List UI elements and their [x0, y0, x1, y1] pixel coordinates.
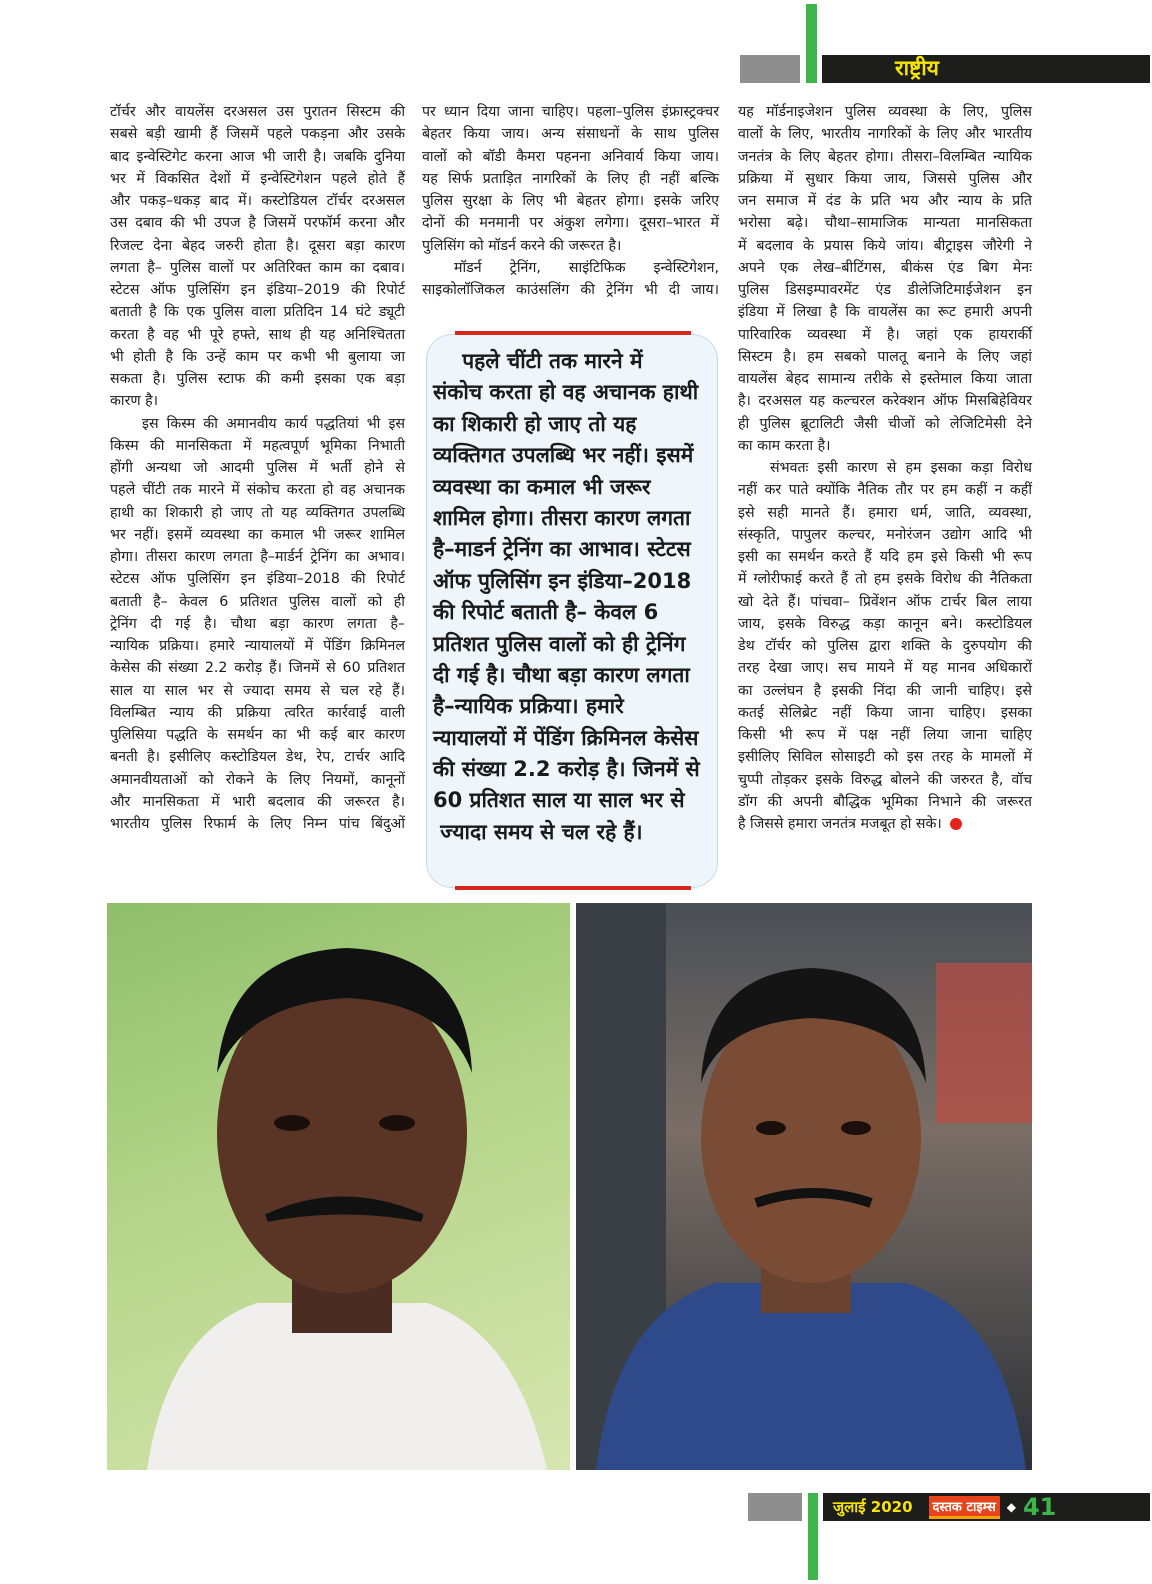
- article-text-line: [422, 101, 719, 123]
- article-text: पुलिसिया पद्धति के समर्थन का भी कई बार कारण: [110, 727, 405, 743]
- article-text: यह मॉर्डनाइजेशन पुलिस व्यवस्था के लिए, पुलिस: [738, 104, 1032, 120]
- article-text: रिजल्ट देना बेहद जरुरी होता है। दूसरा बड़ा कारण: [110, 237, 405, 254]
- article-text: वालों के लिए, भारतीय नागरिकों के लिए और भारतीय: [738, 126, 1032, 143]
- article-text: में ग्लोरीफाई करते हैं तो हम इसके विरोध की नैतिकता: [738, 571, 1032, 588]
- article-text-line: [110, 502, 405, 524]
- issue-date: जुलाई 2020: [833, 1498, 913, 1516]
- pull-quote-line: ज्यादा समय से चल रहे हैं।: [433, 819, 643, 844]
- pull-quote-line: है–न्यायिक प्रक्रिया। हमारे: [433, 694, 624, 719]
- article-text: पुलिस सुरक्षा के लिए भी बेहतर होगा। इसके जरिए: [422, 193, 719, 209]
- pull-quote-line: की संख्या 2.2 करोड़ है। जिनमें से: [433, 757, 700, 782]
- article-text-line: [738, 146, 1032, 168]
- pull-quote-line: 60 प्रतिशत साल या साल भर से: [433, 788, 685, 813]
- article-text-line: [738, 457, 1032, 479]
- footer-green-bar: [808, 1493, 818, 1580]
- article-text-line: [738, 479, 1032, 501]
- article-text-line: [422, 168, 719, 190]
- article-text: नहीं कर पाते क्योंकि नैतिक तौर पर हम कहीं न कहीं: [738, 482, 1032, 499]
- article-text: प्रक्रिया में सुधार किया जाय, जिससे पुलिस और: [738, 170, 1032, 187]
- article-text: सकता है। पुलिस स्टाफ की कमी इसका एक बड़ा: [110, 371, 405, 387]
- article-text-line: [738, 613, 1032, 635]
- pull-quote-line: शामिल होगा। तीसरा कारण लगता: [433, 505, 691, 530]
- article-text: जाय, इसके विरुद्ध कड़ा कानून बने। कस्टोडियल: [738, 615, 1032, 632]
- photo-right-man: [576, 903, 1032, 1470]
- article-text: अमानवीयताओं को रोकने के लिए नियमों, कानूनों: [110, 771, 405, 788]
- pull-quote-line: न्यायालयों में पेंडिंग क्रिमिनल केसेस: [433, 725, 699, 750]
- article-text-line: [110, 279, 405, 301]
- article-text-line: [738, 368, 1032, 390]
- article-text: बताती है– केवल 6 प्रतिशत पुलिस वालों को ही: [110, 593, 405, 610]
- article-text-line: [738, 190, 1032, 212]
- article-text: और पकड़–धकड़ बाद में। कस्टोडियल टॉर्चर दरअसल: [110, 193, 405, 209]
- article-text-line: [422, 123, 719, 145]
- article-text-line: [110, 613, 405, 635]
- article-text: होंगी अन्यथा जो आदमी पुलिस में भर्ती होने से: [110, 460, 405, 476]
- article-text: ही पुलिस ब्रूटालिटी जैसी चीजों को लेजिटिमेसी देने: [738, 415, 1032, 432]
- pull-quote-line: प्रतिशत पुलिस वालों को ही ट्रेनिंग: [433, 631, 686, 656]
- article-text: मॉडर्न ट्रेनिंग, साइंटिफिक इन्वेस्टिगेशन,: [454, 259, 719, 276]
- article-text: यह सिर्फ प्रताड़ित नागरिकों के लिए ही नहीं बल्कि: [422, 170, 719, 187]
- article-text-line: [738, 746, 1032, 768]
- article-text: करता है वह भी पूरे हफ्ते, साथ ही यह अनिश्चितता: [110, 326, 405, 343]
- photo-left-man: [107, 903, 570, 1470]
- pull-quote-line: है–माडर्न ट्रेनिंग का आभाव। स्टेटस: [433, 537, 691, 562]
- article-text-line: [110, 435, 405, 457]
- article-text: का काम करता है।: [738, 437, 831, 454]
- header-green-bar: [806, 4, 817, 83]
- pull-quote-line: दी गई है। चौथा बड़ा कारण लगता: [433, 662, 690, 687]
- article-column-2: [422, 101, 719, 301]
- article-text-line: [738, 101, 1032, 123]
- article-text-line: [110, 413, 405, 435]
- pull-quote-text: [433, 346, 708, 848]
- article-text-line: [422, 257, 719, 279]
- portrait-illustration-right: [576, 903, 1032, 1470]
- article-text-line: [110, 212, 405, 234]
- article-text: भी होती है कि उन्हें काम पर कभी भी बुलाया जा: [110, 348, 405, 365]
- article-text-line: [738, 657, 1032, 679]
- article-text: संस्कृति, पापुलर कल्चर, मनोरंजन उद्योग आदि भी: [738, 526, 1032, 543]
- article-text-line: [110, 568, 405, 590]
- article-text: बाद इन्वेस्टिगेट करना आज भी जारी है। जबकि दुनिया: [110, 148, 405, 165]
- article-text: टॉर्चर और वायलेंस दरअसल उस पुरातन सिस्टम की: [110, 104, 405, 120]
- article-text: भरोसा बढ़े। चौथा–सामाजिक मान्यता मानसिकता: [738, 215, 1032, 232]
- header-grey-block: [740, 55, 800, 83]
- footer-bar: [823, 1493, 1150, 1521]
- article-text-line: [422, 279, 719, 301]
- article-text-line: [738, 769, 1032, 791]
- article-text: सबसे बड़ी खामी हैं जिसमें पहले पकड़ना और उसके: [110, 126, 405, 143]
- article-text: भर में विकसित देशों में इन्वेस्टिगेशन पहले होते हैं: [110, 170, 405, 187]
- article-text: जनतंत्र के लिए बेहतर होगा। तीसरा–विलम्बित न्यायिक: [738, 148, 1032, 165]
- article-text-line: [110, 813, 405, 835]
- article-text-line: [110, 168, 405, 190]
- article-text-line: [738, 324, 1032, 346]
- article-text-line: [110, 546, 405, 568]
- article-text-line: [738, 168, 1032, 190]
- article-text-line: [110, 791, 405, 813]
- article-text: पुलिस डिसइम्पावरमेंट एंड डीलेजिटिमाईजेशन इन: [738, 282, 1032, 298]
- article-text: कारण है।: [110, 393, 159, 410]
- section-header-bar: [822, 55, 1150, 83]
- article-text: डॉग की अपनी बौद्धिक भूमिका निभाने की जरूरत: [738, 793, 1032, 810]
- article-text-line: [738, 279, 1032, 301]
- article-text: चुप्पी तोड़कर इसके विरुद्ध बोलने की जरुरत है, वॉच: [738, 771, 1032, 788]
- pull-quote-line: व्यक्तिगत उपलब्धि भर नहीं। इसमें: [433, 443, 694, 468]
- article-text-line: [110, 257, 405, 279]
- article-text-line: [110, 123, 405, 145]
- article-text: स्टेटस ऑफ पुलिसिंग इन इंडिया–2018 की रिपोर्ट: [110, 571, 405, 588]
- article-text: है। दरअसल यह कल्चरल करेक्शन ऑफ मिसबिहेवियर: [738, 393, 1032, 410]
- article-text-line: [110, 101, 405, 123]
- article-text: साइकोलॉजिकल काउंसलिंग की ट्रेनिंग भी दी जाय।: [422, 282, 719, 298]
- article-text: इसी का समर्थन करते हैं यदि हम इसे किसी भी रूप: [738, 549, 1032, 565]
- article-text: किस्म की मानसिकता में महत्वपूर्ण भूमिका निभाती: [110, 437, 405, 454]
- article-text-line: [738, 702, 1032, 724]
- article-text-line: [110, 368, 405, 390]
- article-text-line: [738, 301, 1032, 323]
- end-of-article-dot-icon: [950, 818, 962, 830]
- article-text-line: [738, 546, 1032, 568]
- article-text: भारतीय पुलिस रिफार्म के लिए निम्न पांच बिंदुओं: [110, 816, 405, 832]
- article-text-line: [110, 524, 405, 546]
- article-text-line: [738, 435, 1032, 457]
- article-text-line: [738, 123, 1032, 145]
- article-text: इस किस्म की अमानवीय कार्य पद्धतियां भी इस: [142, 415, 405, 432]
- article-text-line: [110, 657, 405, 679]
- pull-quote-top-rule: [455, 331, 691, 335]
- publication-logo: दस्तक टाइम्स: [929, 1496, 1000, 1519]
- article-text: ट्रेनिंग दी गई है। चौथा बड़ा कारण लगता है–: [110, 615, 405, 632]
- article-text: भर नहीं। इसमें व्यवस्था का कमाल भी जरूर शामिल: [110, 526, 405, 543]
- article-text: इंडिया में लिखा है कि वायलेंस का रूट हमारी अपनी: [738, 304, 1032, 321]
- article-text: विलम्बित न्याय की प्रक्रिया त्वरित कार्रवाई वाली: [110, 704, 405, 721]
- article-text-line: [738, 568, 1032, 590]
- article-text-line: [110, 457, 405, 479]
- article-text: है जिससे हमारा जनतंत्र मजबूत हो सके।: [738, 816, 942, 832]
- article-column-3: [738, 101, 1032, 835]
- article-text: लगता है– पुलिस वालों पर अतिरिक्त काम का दबाव।: [110, 259, 405, 276]
- article-text-line: [738, 724, 1032, 746]
- article-text: बनती है। इसीलिए कस्टोडियल डेथ, रेप, टार्चर आदि: [110, 749, 405, 766]
- article-text: डेथ टॉर्चर को पुलिस द्वारा शक्ति के दुरुपयोग की: [738, 638, 1032, 654]
- article-text-line: [738, 813, 1032, 835]
- article-text: इसीलिए सिविल सोसाइटी को इस तरह के मामलों में: [738, 749, 1032, 766]
- article-text-line: [110, 769, 405, 791]
- article-text: जन समाज में दंड के प्रति भय और न्याय के प्रति: [738, 193, 1032, 209]
- pull-quote-line: व्यवस्था का कमाल भी जरूर: [433, 474, 651, 499]
- article-text: हाथी का शिकारी हो जाए तो यह व्यक्तिगत उपलब्धि: [110, 504, 405, 521]
- article-text-line: [738, 413, 1032, 435]
- pull-quote-line: की रिपोर्ट बताती है– केवल 6: [433, 600, 659, 625]
- article-text-line: [110, 235, 405, 257]
- article-text: पुलिसिंग को मॉडर्न करने की जरूरत है।: [422, 237, 622, 254]
- article-text: वायलेंस बेहद सामान्य तरीके से इस्तेमाल किया जाता: [738, 371, 1032, 387]
- article-text-line: [422, 146, 719, 168]
- article-text: बेहतर किया जाय। अन्य संसाधनों के साथ पुलिस: [422, 126, 719, 143]
- article-text-line: [422, 212, 719, 234]
- article-text-line: [110, 346, 405, 368]
- pull-quote-line: संकोच करता हो वह अचानक हाथी: [433, 380, 699, 405]
- article-text-line: [738, 591, 1032, 613]
- article-text-line: [110, 591, 405, 613]
- article-text: पहले चींटी तक मारने में संकोच करता हो वह अचानक: [110, 482, 405, 499]
- article-text: न्यायिक प्रक्रिया। हमारे न्यायालयों में पेंडिंग क्रिमिनल: [110, 638, 405, 654]
- article-text: अपने एक लेख–बीटिंगस, बीकंस एंड बिग मेनः: [738, 259, 1032, 276]
- article-text: स्टेटस ऑफ पुलिसिंग इन इंडिया–2019 की रिपोर्ट: [110, 282, 405, 298]
- section-title: राष्ट्रीय: [895, 56, 939, 80]
- article-text-line: [110, 724, 405, 746]
- article-text: पारिवारिक व्यवस्था में है। जहां एक हायरार्की: [738, 326, 1032, 343]
- article-text-line: [738, 257, 1032, 279]
- article-text-line: [422, 235, 719, 257]
- article-text-line: [110, 301, 405, 323]
- article-text: किसी भी रूप में पक्ष नहीं लिया जाना चाहिए: [738, 727, 1032, 743]
- footer-grey-block: [748, 1493, 802, 1521]
- article-text-line: [110, 702, 405, 724]
- article-text-line: [738, 791, 1032, 813]
- article-text-line: [738, 390, 1032, 412]
- article-text-line: [110, 479, 405, 501]
- article-text: होगा। तीसरा कारण लगता है–मार्डर्न ट्रेनिंग का अभाव।: [110, 549, 405, 565]
- article-text: में बदलाव के प्रयास किये जांय। बीट्राइस जौरेगी ने: [738, 237, 1032, 254]
- article-text-line: [738, 235, 1032, 257]
- article-text-line: [110, 390, 405, 412]
- article-text: संभवतः इसी कारण से हम इसका कड़ा विरोध: [770, 460, 1032, 476]
- article-text-line: [110, 190, 405, 212]
- pull-quote-bottom-rule: [455, 886, 691, 890]
- article-text: दोनों की मनमानी पर अंकुश लगेगा। दूसरा–भारत में: [422, 215, 719, 232]
- article-text-line: [738, 680, 1032, 702]
- article-text-line: [738, 502, 1032, 524]
- article-text: इसे सही मानते हैं। हमारा धर्म, जाति, व्यवस्था,: [738, 504, 1032, 521]
- pull-quote-line: ऑफ पुलिसिंग इन इंडिया–2018: [433, 568, 692, 593]
- article-text: साल या साल भर से ज्यादा समय से चल रहे हैं।: [110, 682, 405, 699]
- article-text: तरह देखा जाए। सच मायने में यह मानव अधिकारों: [738, 660, 1032, 677]
- article-text-line: [110, 680, 405, 702]
- article-text: उस दबाव की भी उपज है जिसमें परफॉर्म करना और: [110, 215, 405, 232]
- article-text: सिस्टम है। हम सबको पालतू बनाने के लिए जहां: [738, 348, 1032, 365]
- article-text-line: [110, 746, 405, 768]
- article-text: और मानसिकता में भारी बदलाव की जरूरत है।: [110, 793, 405, 810]
- article-text-line: [422, 190, 719, 212]
- article-text-line: [738, 524, 1032, 546]
- article-text-line: [110, 324, 405, 346]
- article-text: केसेस की संख्या 2.2 करोड़ हैं। जिनमें से 60 प्रतिशत: [110, 660, 405, 677]
- article-text: वालों को बॉडी कैमरा पहनना अनिवार्य किया जाय।: [422, 148, 719, 165]
- article-text-line: [738, 212, 1032, 234]
- article-text-line: [110, 146, 405, 168]
- article-text-line: [110, 635, 405, 657]
- article-column-1: [110, 101, 405, 835]
- footer-separator-icon: ◆: [1006, 1500, 1016, 1514]
- pull-quote-line: पहले चींटी तक मारने में: [433, 349, 643, 373]
- article-text-line: [738, 635, 1032, 657]
- article-text: बताती है कि एक पुलिस वाला प्रतिदिन 14 घंटे ड्यूटी: [110, 304, 405, 321]
- article-text: कतई सेलिब्रेट नहीं किया जाना चाहिए। इसका: [738, 704, 1032, 721]
- article-text: खो देते हैं। पांचवा– प्रिवेंशन ऑफ टार्चर बिल लाया: [738, 593, 1032, 610]
- page-number: 41: [1022, 1493, 1057, 1521]
- portrait-illustration-left: [107, 903, 570, 1470]
- article-text: पर ध्यान दिया जाना चाहिए। पहला–पुलिस इंफ्रास्ट्रक्चर: [422, 104, 719, 120]
- pull-quote-line: का शिकारी हो जाए तो यह: [433, 411, 637, 436]
- article-text-line: [738, 346, 1032, 368]
- article-text: का उल्लंघन है इसकी निंदा की जानी चाहिए। इसे: [738, 682, 1032, 699]
